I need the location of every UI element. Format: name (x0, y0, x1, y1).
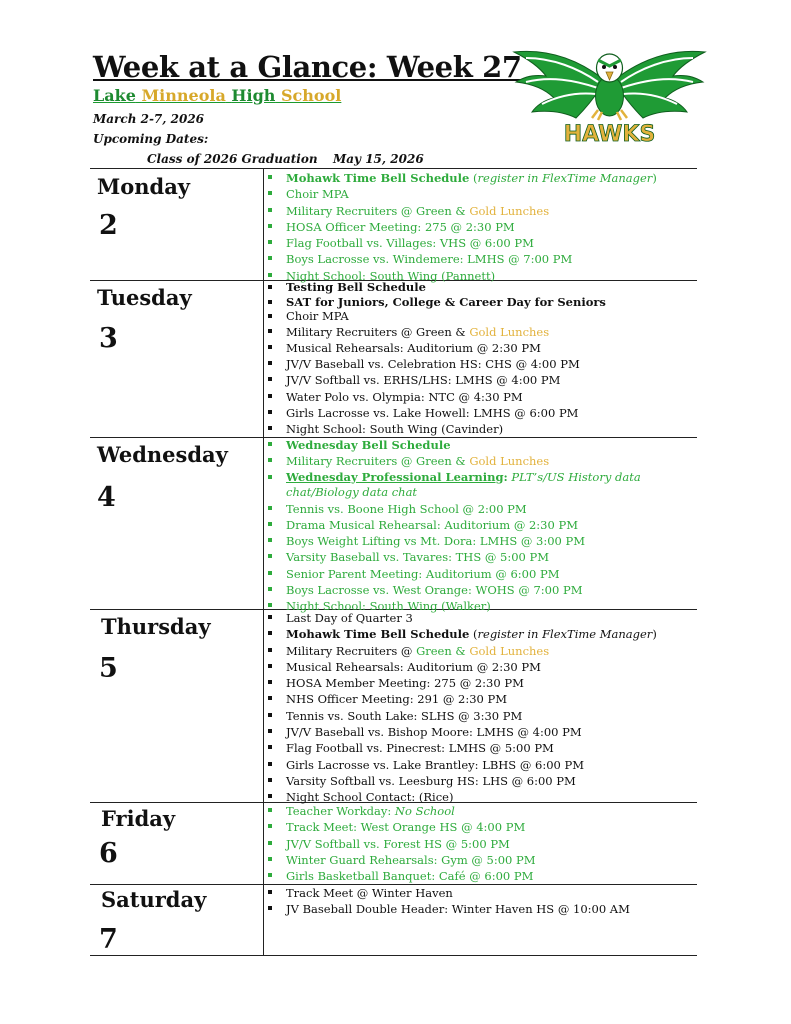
list-item: Tennis vs. South Lake: SLHS @ 3:30 PM (266, 708, 696, 724)
day-name-friday: Friday (101, 806, 176, 831)
column-divider (263, 168, 264, 955)
event-list-monday (266, 170, 696, 284)
list-item: Winter Guard Rehearsals: Gym @ 5:00 PM (266, 852, 696, 868)
list-item: Choir MPA (266, 309, 696, 324)
list-item: Military Recruiters @ Green & Gold Lunches (266, 643, 696, 659)
hawk-mascot-icon (512, 38, 707, 150)
list-item: Military Recruiters @ Green & Gold Lunches (266, 453, 696, 469)
event-list-thursday (266, 610, 696, 806)
list-item: Teacher Workday: No School (266, 803, 696, 819)
day-name-saturday: Saturday (101, 887, 207, 912)
list-item: Flag Football vs. Pinecrest: LMHS @ 5:00 PM (266, 740, 696, 756)
list-item: Boys Lacrosse vs. Windemere: LMHS @ 7:00 PM (266, 251, 696, 267)
list-item: Boys Weight Lifting vs Mt. Dora: LMHS @ 3:00 PM (266, 533, 696, 549)
day-number-monday: 2 (99, 210, 118, 241)
list-item: Military Recruiters @ Green & Gold Lunches (266, 324, 696, 340)
list-item: NHS Officer Meeting: 291 @ 2:30 PM (266, 691, 696, 707)
list-item: Testing Bell Schedule (266, 280, 696, 295)
day-name-wednesday: Wednesday (97, 442, 228, 467)
school-name-school: School (281, 86, 342, 105)
list-item: HOSA Member Meeting: 275 @ 2:30 PM (266, 675, 696, 691)
list-item: Water Polo vs. Olympia: NTC @ 4:30 PM (266, 389, 696, 405)
list-item: Flag Football vs. Villages: VHS @ 6:00 PM (266, 235, 696, 251)
list-item: Wednesday Bell Schedule (266, 437, 696, 453)
table-bottom-border (90, 955, 697, 956)
list-item: Mohawk Time Bell Schedule (register in FlexTime Manager) (266, 170, 696, 186)
list-item: Track Meet @ Winter Haven (266, 885, 696, 901)
list-item: Varsity Baseball vs. Tavares: THS @ 5:00 PM (266, 549, 696, 565)
list-item: JV Baseball Double Header: Winter Haven HS @ 10:00 AM (266, 901, 696, 917)
school-name-lake: Lake (93, 86, 136, 105)
day-number-tuesday: 3 (99, 323, 118, 354)
svg-text:HAWKS: HAWKS (563, 122, 656, 147)
day-number-friday: 6 (99, 838, 118, 869)
list-item: Night School: South Wing (Cavinder) (266, 421, 696, 437)
list-item: Senior Parent Meeting: Auditorium @ 6:00 PM (266, 566, 696, 582)
day-number-thursday: 5 (99, 653, 118, 684)
list-item: Night School Contact: (Rice) (266, 789, 696, 805)
school-name-high: High (231, 86, 276, 105)
list-item: JV/V Baseball vs. Bishop Moore: LMHS @ 4:00 PM (266, 724, 696, 740)
list-item: Mohawk Time Bell Schedule (register in FlexTime Manager) (266, 626, 696, 642)
school-name (93, 86, 341, 105)
event-list-tuesday (266, 280, 696, 438)
list-item: Night School: South Wing (Pannett) (266, 268, 696, 284)
day-name-thursday: Thursday (101, 614, 211, 639)
day-name-monday: Monday (97, 174, 191, 199)
event-list-saturday (266, 885, 696, 918)
graduation-date: May 15, 2026 (333, 152, 424, 166)
list-item: Musical Rehearsals: Auditorium @ 2:30 PM (266, 340, 696, 356)
graduation-label: Class of 2026 Graduation (147, 152, 318, 166)
event-list-friday (266, 803, 696, 884)
upcoming-dates-label: Upcoming Dates: (93, 132, 209, 146)
day-number-wednesday: 4 (97, 482, 116, 513)
list-item: Drama Musical Rehearsal: Auditorium @ 2:30 PM (266, 517, 696, 533)
list-item: Girls Basketball Banquet: Café @ 6:00 PM (266, 868, 696, 884)
list-item: Last Day of Quarter 3 (266, 610, 696, 626)
list-item: Musical Rehearsals: Auditorium @ 2:30 PM (266, 659, 696, 675)
list-item: JV/V Softball vs. ERHS/LHS: LMHS @ 4:00 PM (266, 372, 696, 388)
list-item: Varsity Softball vs. Leesburg HS: LHS @ 6:00 PM (266, 773, 696, 789)
list-item: JV/V Baseball vs. Celebration HS: CHS @ 4:00 PM (266, 356, 696, 372)
week-dates: March 2-7, 2026 (93, 112, 205, 126)
list-item: Girls Lacrosse vs. Lake Howell: LMHS @ 6:00 PM (266, 405, 696, 421)
list-item: JV/V Softball vs. Forest HS @ 5:00 PM (266, 836, 696, 852)
list-item: Military Recruiters @ Green & Gold Lunches (266, 203, 696, 219)
event-list-wednesday (266, 437, 696, 615)
list-item: Wednesday Professional Learning: PLT’s/US History data chat/Biology data chat (266, 470, 696, 501)
list-item: SAT for Juniors, College & Career Day for Seniors (266, 295, 696, 310)
school-name-minneola: Minneola (141, 86, 226, 105)
day-name-tuesday: Tuesday (97, 285, 192, 310)
table-top-border (90, 168, 697, 169)
list-item: Choir MPA (266, 186, 696, 202)
list-item: HOSA Officer Meeting: 275 @ 2:30 PM (266, 219, 696, 235)
list-item: Night School: South Wing (Walker) (266, 598, 696, 614)
list-item: Boys Lacrosse vs. West Orange: WOHS @ 7:00 PM (266, 582, 696, 598)
page-title: Week at a Glance: Week 27 (93, 50, 522, 84)
list-item: Track Meet: West Orange HS @ 4:00 PM (266, 819, 696, 835)
day-number-saturday: 7 (99, 924, 118, 955)
list-item: Tennis vs. Boone High School @ 2:00 PM (266, 501, 696, 517)
list-item: Girls Lacrosse vs. Lake Brantley: LBHS @ 6:00 PM (266, 757, 696, 773)
